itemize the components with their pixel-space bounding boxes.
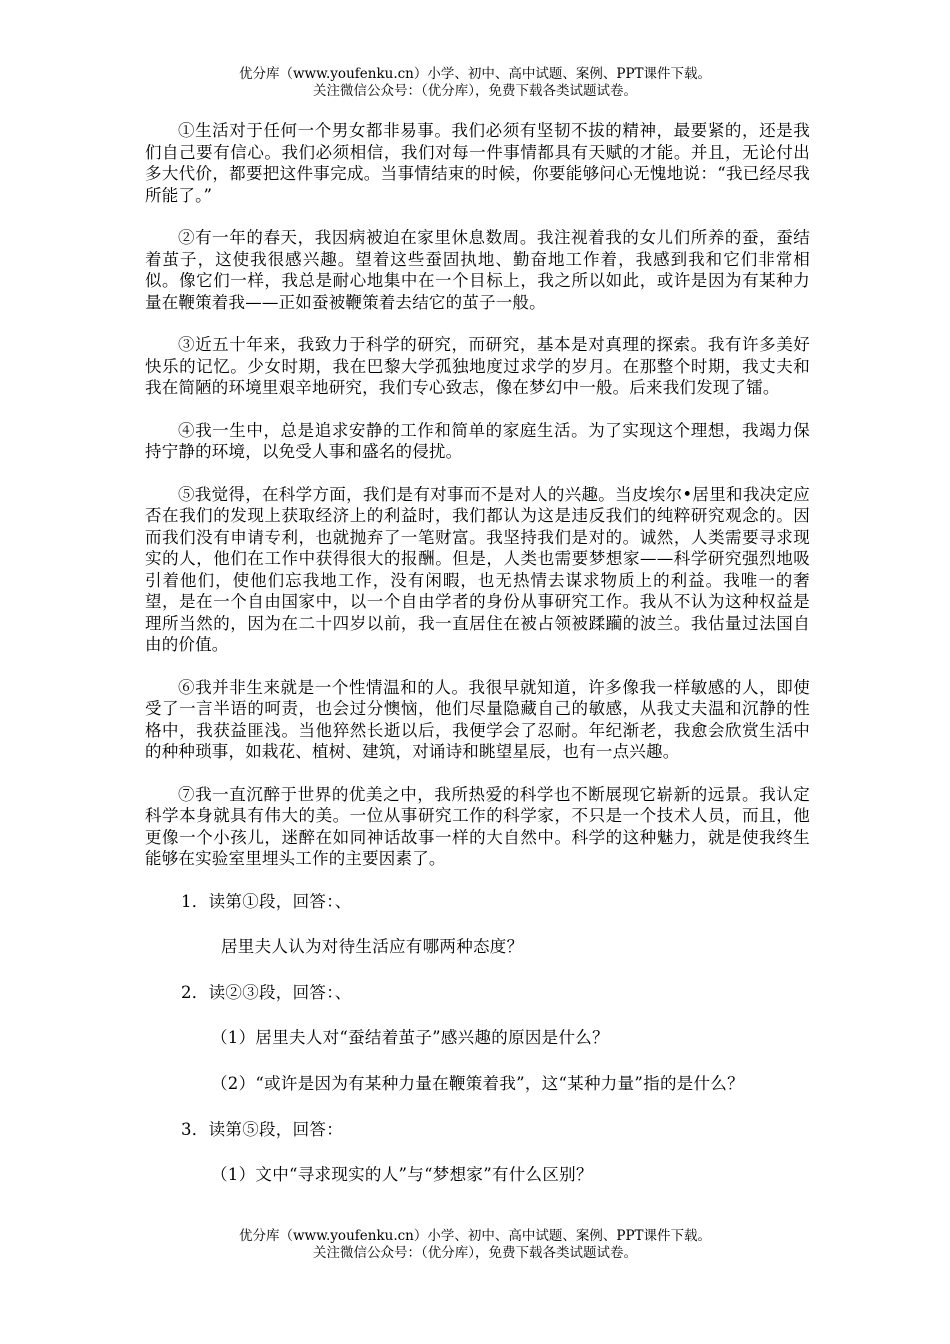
question-1-prompt: 居里夫人认为对待生活应有哪两种态度？	[221, 937, 524, 956]
question-1-title: 1．读第①段，回答：、	[181, 891, 352, 911]
footer-line-2: 关注微信公众号：（优分库），免费下载各类试题试卷。	[313, 1245, 637, 1261]
header-line-1: 优分库（www.youfenku.cn）小学、初中、高中试题、案例、PPT课件下载。	[238, 66, 712, 82]
paragraph-5: ⑤我觉得，在科学方面，我们是有对事而不是对人的兴趣。当皮埃尔•居里和我决定应否在我们的发现上获取经济上的利益时，我们都认为这是违反我们的纯粹研究观念的。因而我们没有申请专利，也就抛弃了一笔财富。我坚持我们是对的。诚然，人类需要寻求现实的人，他们在工作中获得很大的报酬。但是，人类也需要梦想家——科学研究强烈地吸引着他们，使他们忘我地工作，没有闲暇，也无热情去谋求物质上的利益。我唯一的奢望，是在一个自由国家中，以一个自由学者的身份从事研究工作。我从不认为这种权益是理所当然的，因为在二十四岁以前，我一直居住在被占领被蹂躏的波兰。我估量过法国自由的价值。	[145, 484, 810, 654]
header-line-2: 关注微信公众号：（优分库），免费下载各类试题试卷。	[313, 83, 637, 99]
footer-line-1: 优分库（www.youfenku.cn）小学、初中、高中试题、案例、PPT课件下载。	[238, 1228, 712, 1244]
paragraph-3: ③近五十年来，我致力于科学的研究，而研究，基本是对真理的探索。我有许多美好快乐的记忆。少女时期，我在巴黎大学孤独地度过求学的岁月。在那整个时期，我丈夫和我在简陋的环境里艰辛地研究，我们专心致志，像在梦幻中一般。后来我们发现了镭。	[145, 335, 810, 397]
paragraph-4: ④我一生中，总是追求安静的工作和简单的家庭生活。为了实现这个理想，我竭力保持宁静的环境，以免受人事和盛名的侵扰。	[145, 420, 810, 461]
question-2-title: 2．读②③段，回答：、	[181, 982, 352, 1002]
page-header	[0, 66, 950, 100]
question-3-part-1: （1）文中“寻求现实的人”与“梦想家”有什么区别？	[211, 1165, 593, 1184]
paragraph-6: ⑥我并非生来就是一个性情温和的人。我很早就知道，许多像我一样敏感的人，即使受了一言半语的呵责，也会过分懊恼，他们尽量隐藏自己的敏感，从我丈夫温和沉静的性格中，我获益匪浅。当他猝然长逝以后，我便学会了忍耐。年纪渐老，我愈会欣赏生活中的种种琐事，如栽花、植树、建筑，对诵诗和眺望星辰，也有一点兴趣。	[145, 677, 810, 761]
page-footer	[0, 1228, 950, 1262]
paragraph-1: ①生活对于任何一个男女都非易事。我们必须有坚韧不拔的精神，最要紧的，还是我们自己要有信心。我们必须相信，我们对每一件事情都具有天赋的才能。并且，无论付出多大代价，都要把这件事完成。当事情结束的时候，你要能够问心无愧地说：“我已经尽我所能了。”	[145, 121, 810, 205]
question-3-title: 3．读第⑤段，回答：	[181, 1119, 343, 1139]
article-body	[145, 120, 810, 1210]
question-2-part-1: （1）居里夫人对“蚕结着茧子”感兴趣的原因是什么？	[211, 1028, 609, 1047]
paragraph-7: ⑦我一直沉醉于世界的优美之中，我所热爱的科学也不断展现它崭新的远景。我认定科学本身就具有伟大的美。一位从事研究工作的科学家，不只是一个技术人员，而且，他更像一个小孩儿，迷醉在如同神话故事一样的大自然中。科学的这种魅力，就是使我终生能够在实验室里埋头工作的主要因素了。	[145, 784, 810, 868]
question-2-part-2: （2）“或许是因为有某种力量在鞭策着我”，这“某种力量”指的是什么？	[211, 1073, 744, 1093]
paragraph-2: ②有一年的春天，我因病被迫在家里休息数周。我注视着我的女儿们所养的蚕，蚕结着茧子，这使我很感兴趣。望着这些蚕固执地、勤奋地工作着，我感到我和它们非常相似。像它们一样，我总是耐心地集中在一个目标上，我之所以如此，或许是因为有某种力量在鞭策着我——正如蚕被鞭策着去结它的茧子一般。	[145, 228, 810, 312]
